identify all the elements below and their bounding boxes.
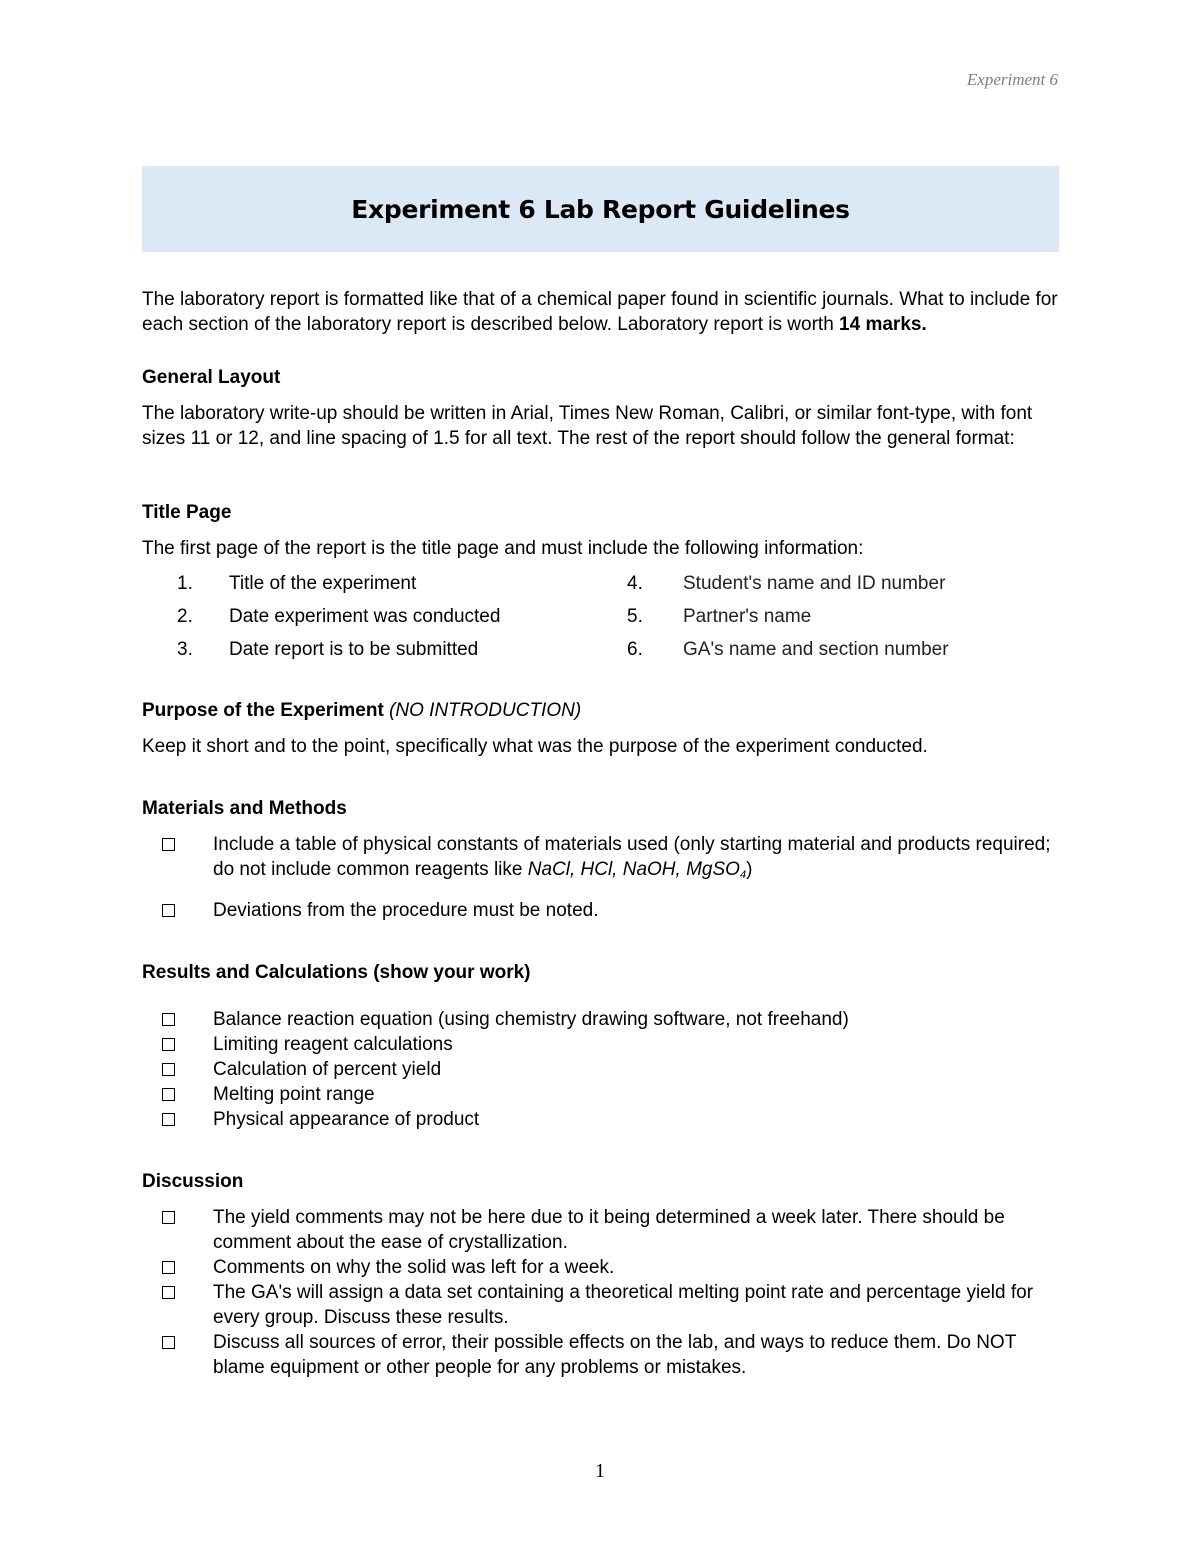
item-text: Title of the experiment bbox=[229, 573, 417, 594]
checkbox-bullet-icon bbox=[162, 1013, 175, 1026]
item-text: Limiting reagent calculations bbox=[213, 1034, 453, 1055]
list-item bbox=[142, 1107, 1059, 1132]
purpose-heading: Purpose of the Experiment bbox=[142, 700, 384, 721]
purpose-text: Keep it short and to the point, specifically what was the purpose of the experiment conducted. bbox=[142, 736, 928, 757]
list-item bbox=[142, 1032, 1059, 1057]
item-text: Physical appearance of product bbox=[213, 1109, 480, 1130]
item-number: 2. bbox=[177, 606, 193, 627]
list-item bbox=[627, 637, 1059, 662]
item-text: Balance reaction equation (using chemistry drawing software, not freehand) bbox=[213, 1009, 849, 1030]
item-text: The yield comments may not be here due to it being determined a week later. There should be comment about the ease of crystallization. bbox=[213, 1207, 1005, 1253]
list-item bbox=[142, 832, 1059, 888]
checkbox-bullet-icon bbox=[162, 1261, 175, 1274]
checkbox-bullet-icon bbox=[162, 1286, 175, 1299]
list-item bbox=[142, 571, 627, 596]
item-number: 6. bbox=[627, 639, 643, 660]
item-text: Calculation of percent yield bbox=[213, 1059, 442, 1080]
item-text: Melting point range bbox=[213, 1084, 375, 1105]
reagent-list: NaCl, HCl, NaOH, MgSO bbox=[527, 859, 740, 880]
materials-close: ) bbox=[746, 859, 753, 880]
item-number: 4. bbox=[627, 573, 643, 594]
list-item bbox=[142, 637, 627, 662]
item-text: Deviations from the procedure must be noted. bbox=[213, 900, 599, 921]
checkbox-bullet-icon bbox=[162, 1063, 175, 1076]
materials-list bbox=[142, 832, 1059, 923]
reagent-subscript: 4 bbox=[739, 869, 747, 881]
list-item bbox=[142, 1330, 1059, 1380]
results-list bbox=[142, 1007, 1059, 1132]
title-band bbox=[142, 166, 1059, 252]
materials-reagents bbox=[528, 859, 746, 880]
checkbox-bullet-icon bbox=[162, 1113, 175, 1126]
list-item bbox=[142, 1007, 1059, 1032]
document-body bbox=[142, 287, 1059, 1380]
list-item bbox=[142, 1255, 1059, 1280]
list-item bbox=[627, 604, 1059, 629]
checkbox-bullet-icon bbox=[162, 1336, 175, 1349]
general-layout-text: The laboratory write-up should be written in Arial, Times New Roman, Calibri, or similar font-type, with font sizes 11 or 12, and line spacing of 1.5 for all text. The rest of the report should follow the general format: bbox=[142, 403, 1033, 449]
item-text: Date experiment was conducted bbox=[229, 606, 501, 627]
results-heading: Results and Calculations (show your work) bbox=[142, 962, 531, 983]
checkbox-bullet-icon bbox=[162, 1038, 175, 1051]
item-text: Partner's name bbox=[683, 606, 812, 627]
item-number: 3. bbox=[177, 639, 193, 660]
item-text: Discuss all sources of error, their possible effects on the lab, and ways to reduce them. Do NOT blame equipment or other people for any problems or mistakes. bbox=[213, 1332, 1016, 1378]
intro-paragraph bbox=[142, 287, 1059, 337]
discussion-heading: Discussion bbox=[142, 1171, 244, 1192]
intro-marks: 14 marks. bbox=[839, 314, 927, 335]
checkbox-bullet-icon bbox=[162, 838, 175, 851]
list-item bbox=[142, 1205, 1059, 1255]
page-number: 1 bbox=[595, 1460, 605, 1482]
intro-text: The laboratory report is formatted like that of a chemical paper found in scientific journals. What to include for each section of the laboratory report is described below. Laboratory report is worth bbox=[142, 289, 1058, 335]
purpose-note: (NO INTRODUCTION) bbox=[389, 700, 582, 721]
item-text: Student's name and ID number bbox=[683, 573, 946, 594]
document-title: Experiment 6 Lab Report Guidelines bbox=[351, 194, 850, 224]
purpose-heading-line bbox=[142, 698, 1059, 723]
list-item bbox=[142, 1280, 1059, 1330]
checkbox-bullet-icon bbox=[162, 1211, 175, 1224]
item-number: 1. bbox=[177, 573, 193, 594]
item-text: GA's name and section number bbox=[683, 639, 949, 660]
list-item bbox=[142, 604, 627, 629]
discussion-list bbox=[142, 1205, 1059, 1380]
list-item bbox=[142, 1082, 1059, 1107]
item-number: 5. bbox=[627, 606, 643, 627]
title-page-list bbox=[142, 571, 1059, 662]
item-text: Comments on why the solid was left for a week. bbox=[213, 1257, 615, 1278]
title-page-heading: Title Page bbox=[142, 502, 232, 523]
materials-heading: Materials and Methods bbox=[142, 798, 347, 819]
item-text bbox=[213, 832, 1059, 888]
item-text: The GA's will assign a data set containing a theoretical melting point rate and percentage yield for every group. Discuss these results. bbox=[213, 1282, 1034, 1328]
checkbox-bullet-icon bbox=[162, 904, 175, 917]
general-layout-heading: General Layout bbox=[142, 367, 281, 388]
list-item bbox=[142, 898, 1059, 923]
item-text: Date report is to be submitted bbox=[229, 639, 479, 660]
title-page-text: The first page of the report is the title page and must include the following information: bbox=[142, 538, 864, 559]
list-item bbox=[142, 1057, 1059, 1082]
materials-item-text: Include a table of physical constants of materials used (only starting material and products required; do not include common reagents like bbox=[213, 834, 1051, 880]
checkbox-bullet-icon bbox=[162, 1088, 175, 1101]
running-header: Experiment 6 bbox=[966, 70, 1058, 89]
list-item bbox=[627, 571, 1059, 596]
